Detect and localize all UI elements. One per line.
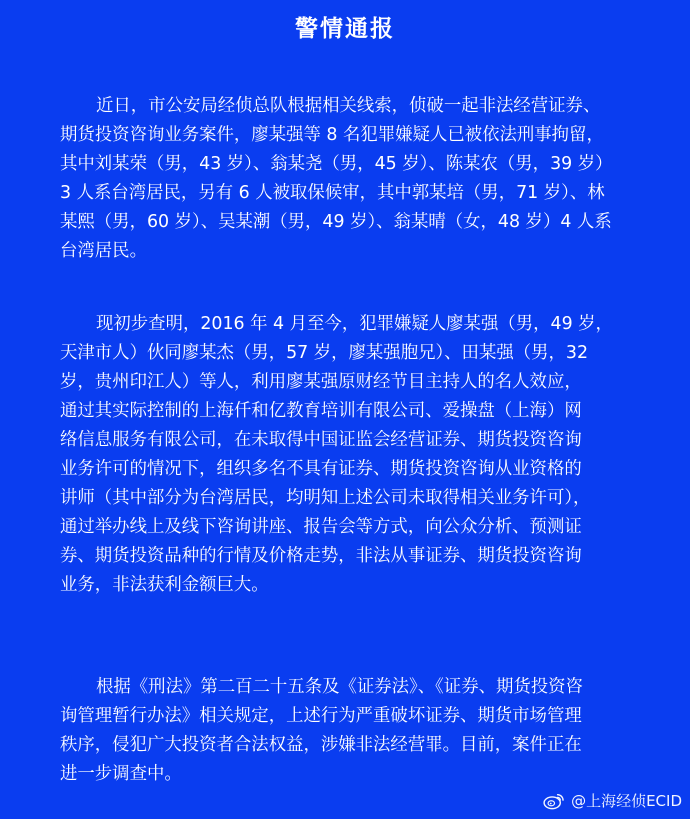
paragraph-line: 讲师（其中部分为台湾居民，均明知上述公司未取得相关业务许可），: [60, 488, 591, 508]
paragraph-line: 近日，市公安局经侦总队根据相关线索，侦破一起非法经营证券、: [96, 96, 601, 116]
paragraph-line: 台湾居民。: [60, 241, 147, 261]
paragraph-line: 询管理暂行办法》相关规定，上述行为严重破坏证券、期货市场管理: [60, 706, 582, 726]
paragraph-line: 期货投资咨询业务案件，廖某强等 8 名犯罪嫌疑人已被依法刑事拘留，: [60, 125, 604, 145]
paragraph-line: 通过举办线上及线下咨询讲座、报告会等方式，向公众分析、预测证: [60, 517, 582, 537]
paragraph-line: 天津市人）伙同廖某杰（男，57 岁，廖某强胞兄）、田某强（男，32: [60, 343, 589, 363]
paragraph-1: [60, 92, 640, 266]
paragraph-3: [60, 673, 640, 789]
paragraph-line: 券、期货投资品种的行情及价格走势，非法从事证券、期货投资咨询: [60, 546, 582, 566]
paragraph-line: 3 人系台湾居民，另有 6 人被取保候审，其中郭某培（男，71 岁）、林: [60, 183, 605, 203]
paragraph-line: 络信息服务有限公司，在未取得中国证监会经营证券、期货投资咨询: [60, 430, 582, 450]
paragraph-line: 进一步调查中。: [60, 764, 182, 784]
paragraph-line: 秩序，侵犯广大投资者合法权益，涉嫌非法经营罪。目前，案件正在: [60, 735, 582, 755]
paragraph-line: 根据《刑法》第二百二十五条及《证券法》、《证券、期货投资咨: [96, 677, 583, 697]
paragraph-2: [60, 310, 640, 600]
watermark-text: @上海经侦ECID: [571, 792, 682, 810]
weibo-icon: [543, 792, 565, 810]
paragraph-line: 通过其实际控制的上海仟和亿教育培训有限公司、爱操盘（上海）网: [60, 401, 582, 421]
page-title: 警情通报: [295, 16, 395, 42]
paragraph-line: 现初步查明，2016 年 4 月至今，犯罪嫌疑人廖某强（男，49 岁，: [96, 314, 613, 334]
paragraph-line: 其中刘某荣（男，43 岁）、翁某尧（男，45 岁）、陈某农（男，39 岁）: [60, 154, 613, 174]
paragraph-line: 岁，贵州印江人）等人，利用廖某强原财经节目主持人的名人效应，: [60, 372, 582, 392]
paragraph-line: 业务许可的情况下，组织多名不具有证券、期货投资咨询从业资格的: [60, 459, 582, 479]
paragraph-line: 业务，非法获利金额巨大。: [60, 575, 269, 595]
weibo-watermark: [543, 790, 682, 811]
paragraph-line: 某熙（男，60 岁）、吴某潮（男，49 岁）、翁某晴（女，48 岁）4 人系: [60, 212, 612, 232]
